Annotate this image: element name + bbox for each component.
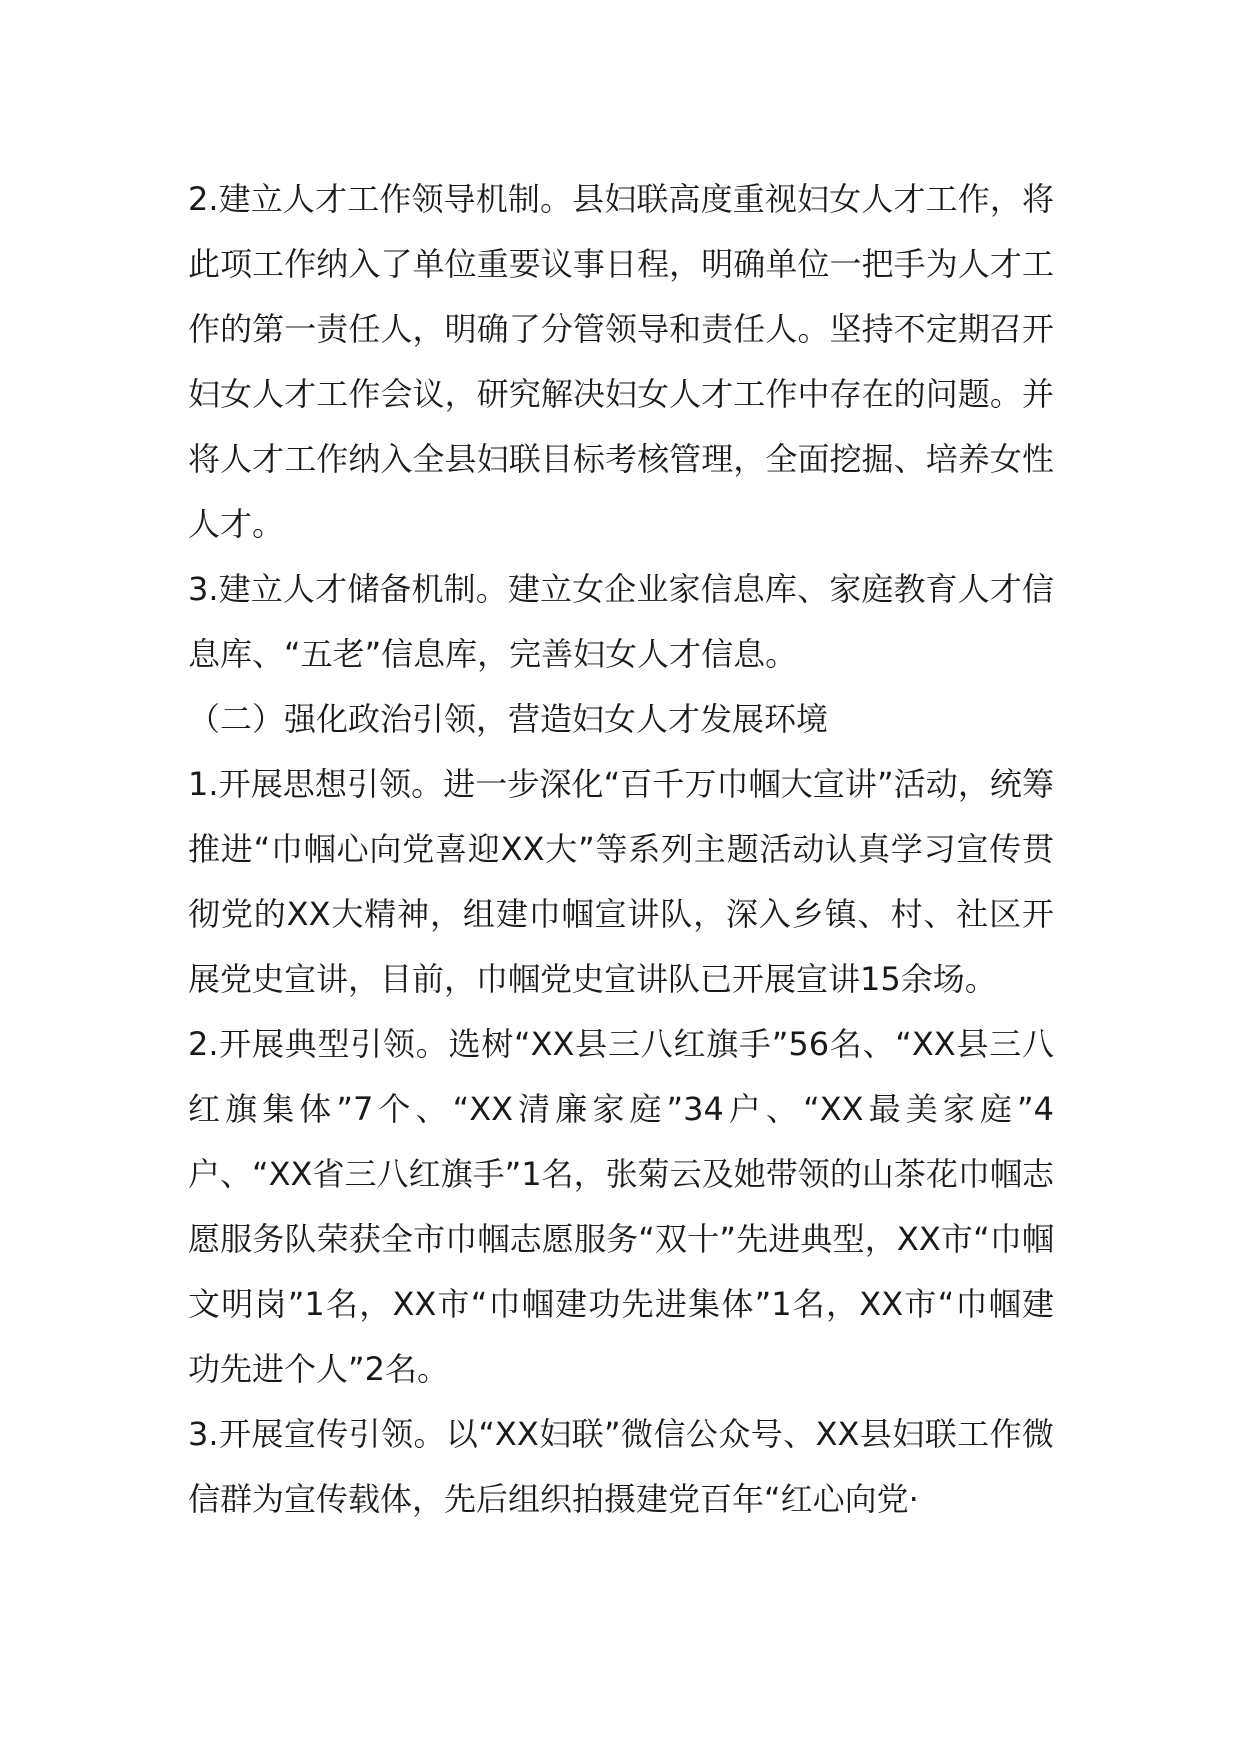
section-heading-political-guidance: （二）强化政治引领，营造妇女人才发展环境 bbox=[188, 700, 829, 738]
paragraph-model-guidance: 2.开展典型引领。选树“XX县三八红旗手”56名、“XX县三八红旗集体”7个、“XX清廉家庭”34户、“XX最美家庭”4户、“XX省三八红旗手”1名，张菊云及她带领的山茶花巾帼志愿服务队荣获全市巾帼志愿服务“双十”先进典型，XX市“巾帼文明岗”1名，XX市“巾帼建功先进集体”1名，XX市“巾帼建功先进个人”2名。 bbox=[188, 1025, 1054, 1388]
paragraph-publicity-guidance: 3.开展宣传引领。以“XX妇联”微信公众号、XX县妇联工作微信群为宣传载体，先后组织拍摄建党百年“红心向党· bbox=[188, 1415, 1054, 1518]
paragraph-talent-reserve: 3.建立人才储备机制。建立女企业家信息库、家庭教育人才信息库、“五老”信息库，完善妇女人才信息。 bbox=[188, 570, 1054, 673]
paragraph-talent-leadership: 2.建立人才工作领导机制。县妇联高度重视妇女人才工作，将此项工作纳入了单位重要议事日程，明确单位一把手为人才工作的第一责任人，明确了分管领导和责任人。坚持不定期召开妇女人才工作会议，研究解决妇女人才工作中存在的问题。并将人才工作纳入全县妇联目标考核管理，全面挖掘、培养女性人才。 bbox=[188, 180, 1054, 543]
document-body bbox=[188, 167, 1054, 1532]
paragraph-ideological-guidance: 1.开展思想引领。进一步深化“百千万巾帼大宣讲”活动，统筹推进“巾帼心向党喜迎XX大”等系列主题活动认真学习宣传贯彻党的XX大精神，组建巾帼宣讲队，深入乡镇、村、社区开展党史宣讲，目前，巾帼党史宣讲队已开展宣讲15余场。 bbox=[188, 765, 1054, 998]
